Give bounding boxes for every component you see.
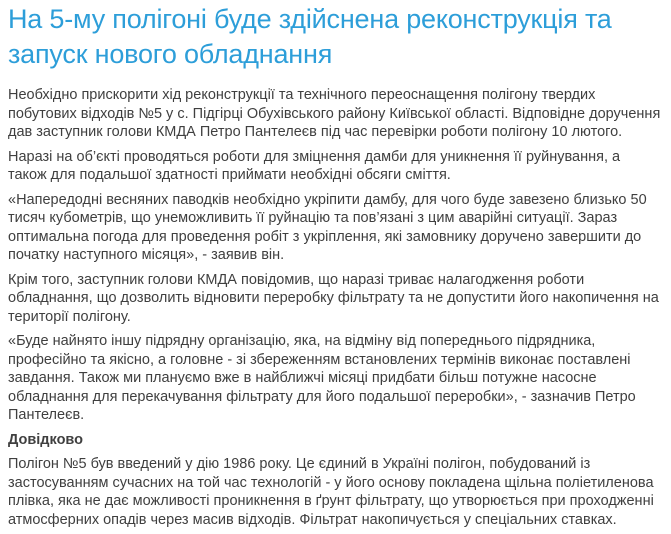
- article-paragraph-equipment: Крім того, заступник голови КМДА повідомив, що наразі триває налагодження роботи обладнання, що дозволить відновити переробку фільтрату та не допустити його накопичення на території полігону.: [8, 271, 659, 325]
- article-paragraph-quote-dam: «Напередодні весняних паводків необхідно укріпити дамбу, для чого буде завезено близько 50 тисяч кубометрів, що унеможливить її руйнацію та пов’язані з цим аварійні ситуації. Зараз оптимальна погода для проведення робіт з укріплення, які замовнику доручено завершити до початку наступного місяця», - заявив він.: [8, 191, 647, 263]
- article-title: На 5-му полігоні буде здійснена реконструкція та запуск нового обладнання: [8, 4, 612, 69]
- article-paragraph-quote-contractor: «Буде найнято іншу підрядну організацію, яка, на відміну від попереднього підрядника, професійно та якісно, а головне - зі збереженням встановлених термінів виконає поставлені завдання. Також ми плануємо вже в найближчі місяці придбати більш потужне насосне обладнання для перекачування фільтрату для його подальшої переробки», - зазначив Петро Пантелеєв.: [8, 333, 636, 423]
- article-paragraph-current-works: Наразі на об’єкті проводяться роботи для зміцнення дамби для уникнення її руйнування, а також для подальшої здатності приймати необхідні обсяги сміття.: [8, 148, 621, 183]
- reference-heading: Довідково: [8, 431, 84, 448]
- article-paragraph-lead: Необхідно прискорити хід реконструкції та технічного переоснащення полігону твердих побутових відходів №5 у с. Підгірці Обухівського району Київської області. Відповідне доручення дав заступник голови КМДА Петро Пантелеєв під час перевірки роботи полігону 10 лютого.: [8, 87, 661, 140]
- reference-paragraph: Полігон №5 був введений у дію 1986 року. Це єдиний в Україні полігон, побудований із застосуванням сучасних на той час технологій - у його основу покладена щільна поліетиленова плівка, яка не дає можливості проникнення в ґрунт фільтрату, що утворюється при проходженні атмосферних опадів через масив відходів. Фільтрат накопичується у спеціальних ставках.: [8, 456, 654, 528]
